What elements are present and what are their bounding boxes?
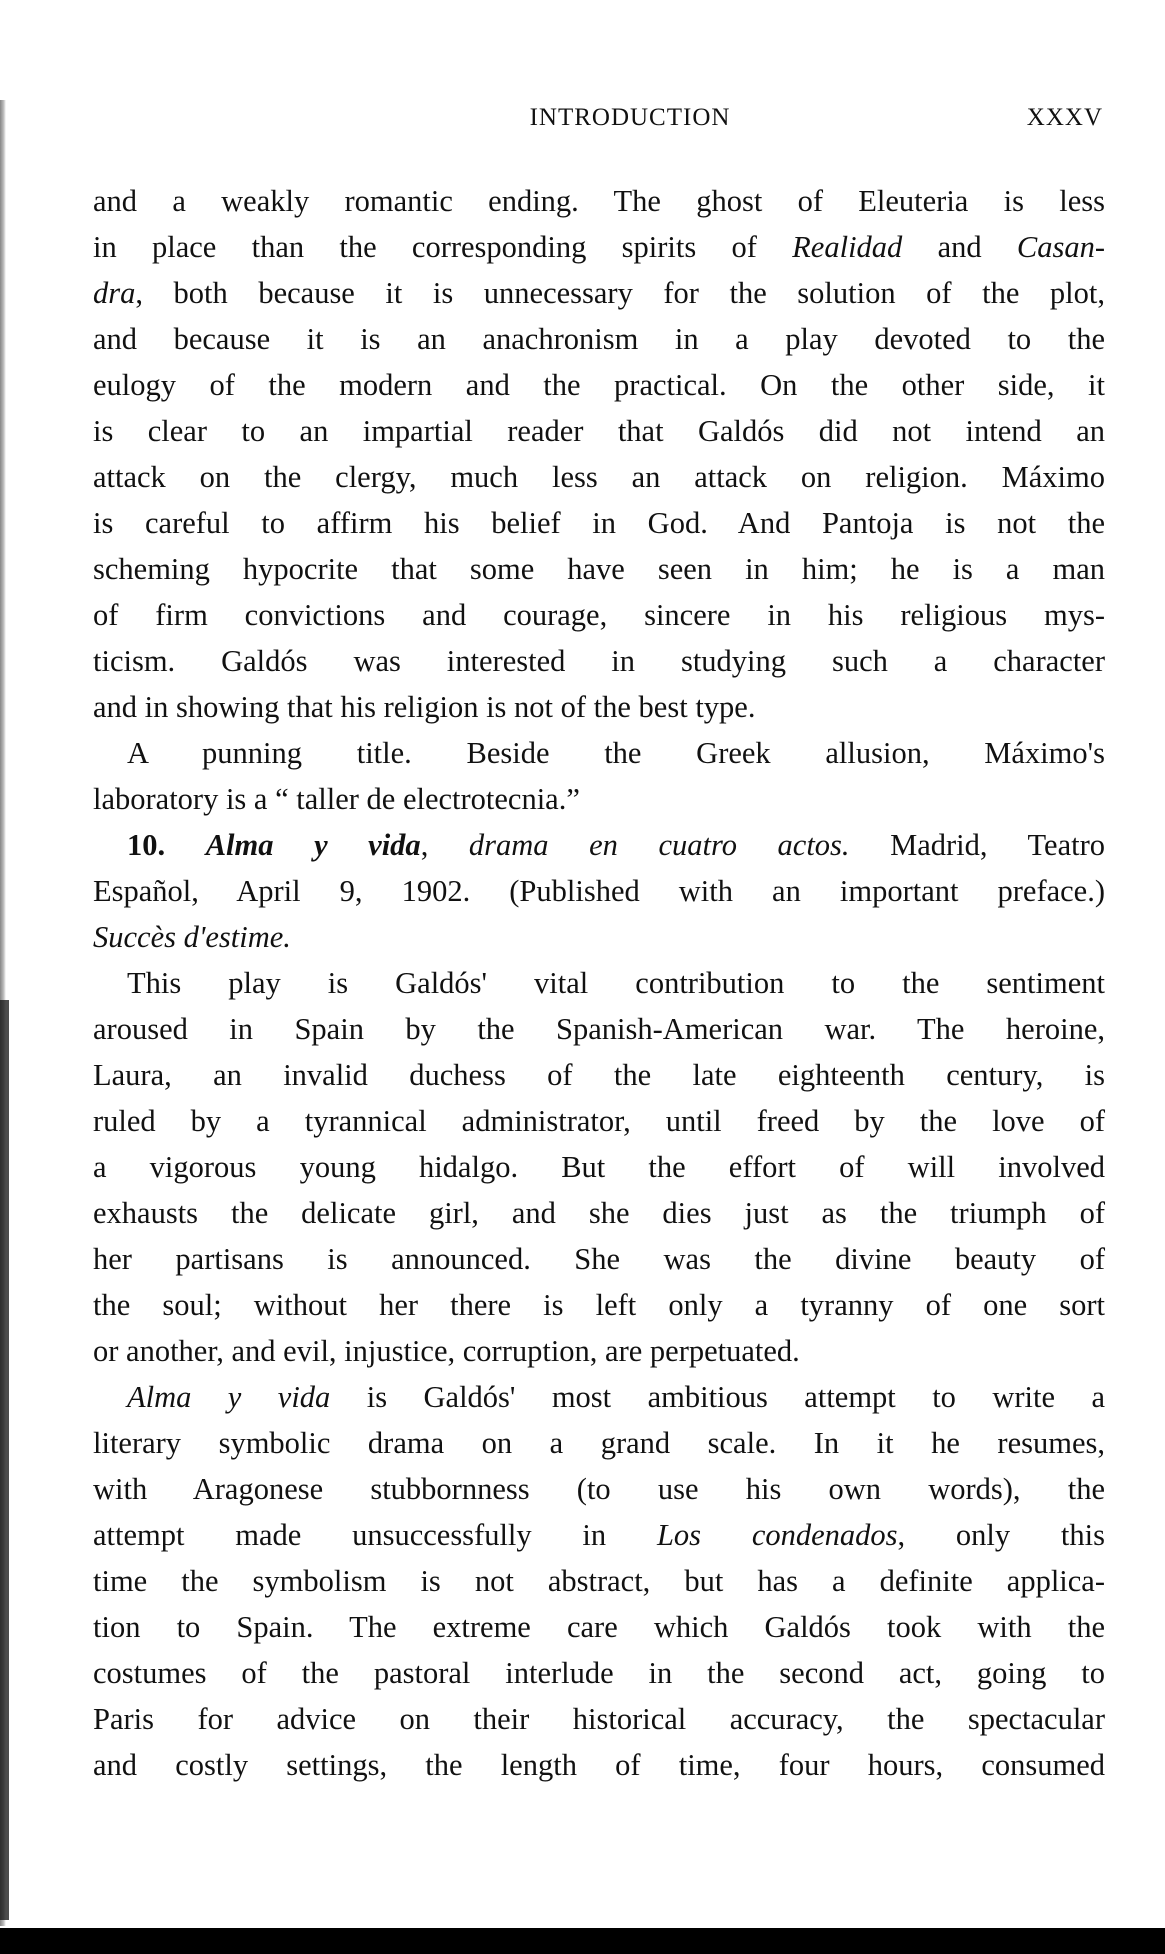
text-line: eulogy of the modern and the practical. On the other side, it — [93, 368, 1105, 402]
text-line: literary symbolic drama on a grand scale. In it he resumes, — [93, 1426, 1105, 1460]
running-header — [97, 104, 1103, 138]
text-line: in place than the corresponding spirits of Realidad and Casan- — [93, 230, 1105, 264]
text-line: scheming hypocrite that some have seen in him; he is a man — [93, 552, 1105, 586]
page-body — [93, 178, 1105, 1788]
text-line: A punning title. Beside the Greek allusion, Máximo's — [127, 736, 1105, 770]
text-line: time the symbolism is not abstract, but has a definite applica- — [93, 1564, 1105, 1598]
text-line: Laura, an invalid duchess of the late eighteenth century, is — [93, 1058, 1105, 1092]
text-line: tion to Spain. The extreme care which Galdós took with the — [93, 1610, 1105, 1644]
text-line: is careful to affirm his belief in God. And Pantoja is not the — [93, 506, 1105, 540]
text-line: of firm convictions and courage, sincere in his religious mys- — [93, 598, 1105, 632]
text-line: with Aragonese stubbornness (to use his own words), the — [93, 1472, 1105, 1506]
text-line: ticism. Galdós was interested in studying such a character — [93, 644, 1105, 678]
text-line: attempt made unsuccessfully in Los condenados, only this — [93, 1518, 1105, 1552]
text-line: and because it is an anachronism in a play devoted to the — [93, 322, 1105, 356]
entry-heading-line: 10. Alma y vida, drama en cuatro actos. Madrid, Teatro — [127, 828, 1106, 862]
entry-number: 10. — [127, 828, 166, 862]
text-line: ruled by a tyrannical administrator, until freed by the love of — [93, 1104, 1105, 1138]
text-line: Paris for advice on their historical accuracy, the spectacular — [93, 1702, 1105, 1736]
text-line: Español, April 9, 1902. (Published with an important preface.) — [93, 874, 1105, 908]
text-line: attack on the clergy, much less an attack on religion. Máximo — [93, 460, 1105, 494]
text-line: is clear to an impartial reader that Galdós did not intend an — [93, 414, 1105, 448]
text-line: Succès d'estime. — [93, 920, 291, 954]
text-line: aroused in Spain by the Spanish-American war. The heroine, — [93, 1012, 1105, 1046]
text-line: This play is Galdós' vital contribution to the sentiment — [127, 966, 1105, 1000]
text-line: her partisans is announced. She was the divine beauty of — [93, 1242, 1105, 1276]
text-line: or another, and evil, injustice, corruption, are perpetuated. — [93, 1334, 800, 1368]
scan-edge-shadow-dark — [0, 1000, 9, 1920]
text-line: Alma y vida is Galdós' most ambitious attempt to write a — [127, 1380, 1105, 1414]
text-line: a vigorous young hidalgo. But the effort of will involved — [93, 1150, 1105, 1184]
text-line: the soul; without her there is left only a tyranny of one sort — [93, 1288, 1105, 1322]
text-line: and a weakly romantic ending. The ghost of Eleuteria is less — [93, 184, 1105, 218]
text-line: laboratory is a “ taller de electrotecnia.” — [93, 782, 580, 816]
text-line: dra, both because it is unnecessary for the solution of the plot, — [93, 276, 1105, 310]
scan-bottom-border — [0, 1928, 1165, 1954]
page-number: XXXV — [1026, 104, 1103, 131]
running-title: INTRODUCTION — [529, 104, 731, 131]
text-line: and in showing that his religion is not of the best type. — [93, 690, 756, 724]
text-line: and costly settings, the length of time, four hours, consumed — [93, 1748, 1105, 1782]
play-title: Alma y vida — [205, 828, 421, 862]
text-line: costumes of the pastoral interlude in the second act, going to — [93, 1656, 1105, 1690]
text-line: exhausts the delicate girl, and she dies just as the triumph of — [93, 1196, 1105, 1230]
